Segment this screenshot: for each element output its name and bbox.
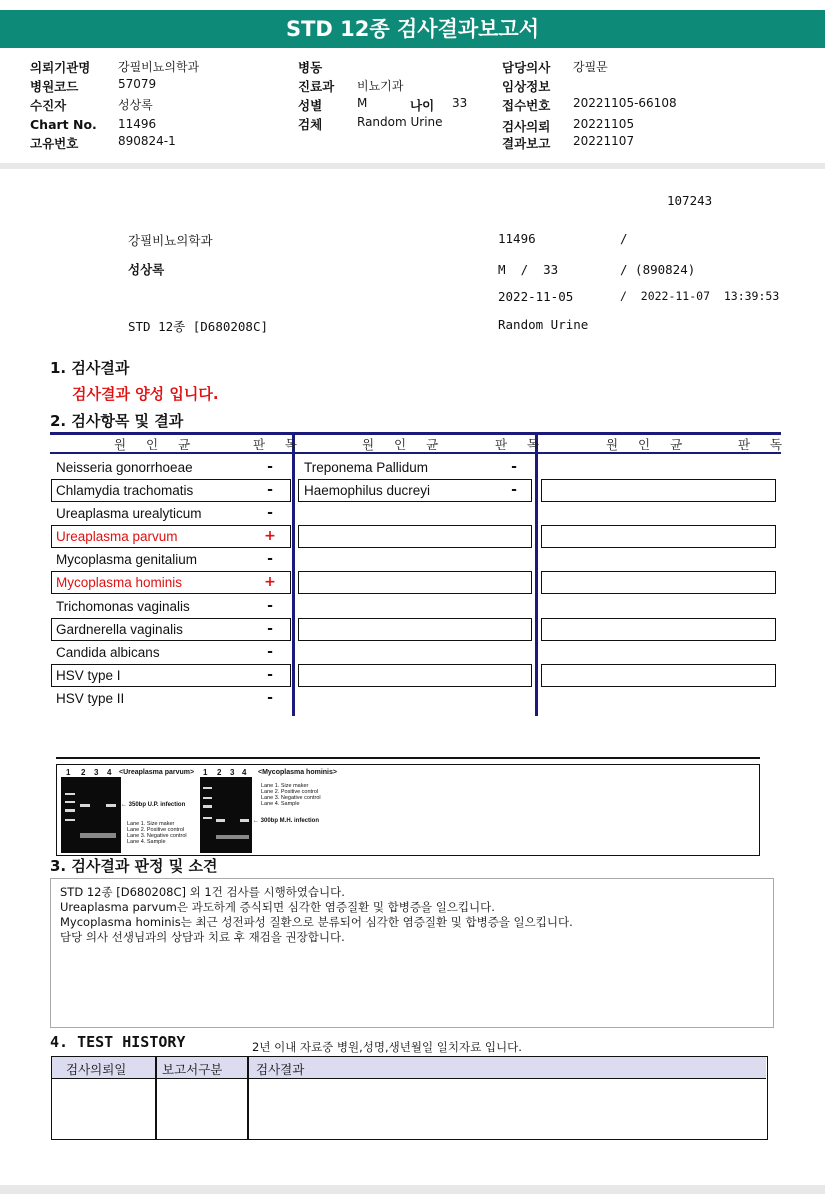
pathogen-result: - [511,459,517,475]
summary-slash: / [620,231,628,246]
history-col-divider [247,1057,249,1139]
gel-up-legend: Lane 2. Positive control [127,827,185,833]
summary-specimen: Random Urine [498,317,589,332]
value-receipt-no: 20221105-66108 [573,96,677,110]
value-age: 33 [452,96,468,110]
gel-up [61,777,121,853]
pathogen-result: - [267,621,273,637]
lane-label: 2 [81,768,86,777]
gel-band [203,787,212,789]
pathogen-result: - [267,459,273,475]
gel-band [216,819,225,822]
gel-band [65,819,75,821]
label-hospital-code: 병원코드 [30,79,79,94]
lane-label: 1 [203,768,208,777]
value-patient: 성상록 [118,98,153,112]
pathogen-name: Haemophilus ducreyi [304,483,431,498]
label-chart-no: Chart No. [30,117,97,132]
opinion-line: STD 12종 [D680208C] 외 1건 검사를 시행하였습니다. [60,885,345,899]
gel-up-legend: Lane 1. Size maker [127,821,175,827]
pathogen-result: - [267,482,273,498]
gel-rule [56,757,760,759]
pathogen-result: - [267,644,273,660]
gel-mh-title: <Mycoplasma hominis> [258,769,337,776]
report-number: 107243 [667,193,713,208]
section4-note: 2년 이내 자료중 병원,성명,생년월일 일치자료 입니다. [252,1040,522,1054]
label-dept: 진료과 [298,79,335,94]
gel-band [203,817,212,819]
section1-result: 검사결과 양성 입니다. [72,385,219,403]
gel-up-legend: Lane 3. Negative control [127,833,187,839]
row-box [298,571,532,594]
pathogen-name: Gardnerella vaginalis [56,622,183,637]
lane-label: 2 [217,768,222,777]
lane-label: 3 [230,768,235,777]
history-header-row [52,1057,766,1079]
pathogen-name: Candida albicans [56,645,160,660]
label-doctor: 담당의사 [502,60,551,75]
pathogen-result: - [267,551,273,567]
pathogen-name-positive: Ureaplasma parvum [56,529,178,544]
gel-band [65,801,75,803]
summary-patient-name: 성상록 [128,262,165,277]
summary-request-date: 2022-11-05 [498,289,574,304]
value-unique-id: 890824-1 [118,134,176,148]
gel-image-frame [56,764,760,856]
opinion-line: Ureaplasma parvum은 과도하게 증식되면 심각한 염증질환 및 합병증을 일으킵니다. [60,900,495,914]
pathogen-name: Chlamydia trachomatis [56,483,194,498]
value-doctor: 강필문 [573,60,608,74]
report-title: STD 12종 검사결과보고서 [0,10,825,48]
gel-up-legend: Lane 4. Sample [127,839,166,845]
value-request-date: 20221105 [573,117,635,131]
label-clinical-info: 임상정보 [502,79,551,94]
summary-sex-age: M / 33 [498,262,559,277]
pathogen-result: - [267,667,273,683]
value-requester: 강필비뇨의학과 [118,60,200,74]
opinion-line: Mycoplasma hominis는 최근 성전파성 질환으로 분류되어 심각한 염증질환 및 합병증을 일으킵니다. [60,915,573,929]
label-receipt-no: 접수번호 [502,98,551,113]
history-col-report-type: 보고서구분 [162,1062,223,1077]
label-report-date: 결과보고 [502,136,551,151]
gel-band [203,805,212,808]
col2-judge-header: 판 독 [495,437,548,452]
row-box [298,664,532,687]
value-hospital-code: 57079 [118,77,157,91]
summary-chart: 11496 [498,231,536,246]
pathogen-result: - [267,505,273,521]
gel-band [106,804,116,807]
col1-org-header: 원 인 균 [114,437,199,452]
summary-clinic: 강필비뇨의학과 [128,233,213,248]
pathogen-name: Neisseria gonorrhoeae [56,460,193,475]
label-ward: 병동 [298,60,323,75]
history-table [51,1056,768,1140]
table-divider-2 [535,435,538,716]
summary-report-datetime: / 2022-11-07 13:39:53 [620,289,780,303]
row-box [541,571,776,594]
gel-mh-legend: Lane 2. Positive control [261,789,319,795]
value-specimen: Random Urine [357,115,443,129]
label-patient: 수진자 [30,98,67,113]
col3-judge-header: 판 독 [738,437,791,452]
summary-birth: / (890824) [620,262,696,277]
label-request-date: 검사의뢰 [502,119,551,134]
label-specimen: 검체 [298,117,323,132]
label-requester: 의뢰기관명 [30,60,91,75]
col3-org-header: 원 인 균 [606,437,691,452]
gel-band [216,835,249,839]
section4-heading: 4. TEST HISTORY [50,1033,186,1051]
pathogen-name: HSV type I [56,668,121,683]
pathogen-result: - [267,598,273,614]
gel-mh-legend: Lane 1. Size maker [261,783,309,789]
pathogen-name: HSV type II [56,691,125,706]
history-col-result: 검사결과 [256,1062,305,1077]
gel-mh-legend: Lane 3. Negative control [261,795,321,801]
pathogen-name: Treponema Pallidum [304,460,429,475]
row-box [298,525,532,548]
gel-band [65,793,75,795]
value-chart-no: 11496 [118,117,157,131]
label-sex: 성별 [298,98,323,113]
opinion-box [50,878,774,1028]
section2-heading: 2. 검사항목 및 결과 [50,412,184,430]
pathogen-name: Ureaplasma urealyticum [56,506,202,521]
gel-band [203,797,212,799]
lane-label: 4 [107,768,112,777]
history-col-request-date: 검사의뢰일 [66,1062,127,1077]
row-box [541,525,776,548]
row-box [541,664,776,687]
opinion-line: 담당 의사 선생님과의 상담과 치료 후 재검을 권장합니다. [60,930,345,944]
value-report-date: 20221107 [573,134,635,148]
gel-band [80,833,116,838]
footer-separator [0,1185,825,1194]
lane-label: 1 [66,768,71,777]
section3-heading: 3. 검사결과 판정 및 소견 [50,857,218,875]
row-box [541,479,776,502]
pathogen-result-positive: + [264,528,276,544]
section1-heading: 1. 검사결과 [50,359,130,377]
summary-test-name: STD 12종 [D680208C] [128,319,269,334]
gel-mh-legend: Lane 4. Sample [261,801,300,807]
history-col-divider [155,1057,157,1139]
gel-mh [200,777,252,853]
pathogen-name: Trichomonas vaginalis [56,599,190,614]
col2-org-header: 원 인 균 [362,437,447,452]
gel-band [240,819,249,822]
pathogen-result: - [267,690,273,706]
header-separator [0,163,825,169]
value-dept: 비뇨기과 [357,79,404,93]
gel-band [65,809,75,812]
gel-mh-band-label: ← 300bp M.H. infection [253,818,320,824]
value-sex: M [357,96,368,110]
lane-label: 4 [242,768,247,777]
col1-judge-header: 판 독 [253,437,306,452]
gel-band [80,804,90,807]
row-box [541,618,776,641]
pathogen-result: - [511,482,517,498]
lane-label: 3 [94,768,99,777]
label-unique-id: 고유번호 [30,136,79,151]
table-divider-1 [292,435,295,716]
pathogen-result-positive: + [264,574,276,590]
pathogen-name: Mycoplasma genitalium [56,552,198,567]
row-box [298,618,532,641]
gel-up-band-label: ← 350bp U.P. infection [121,802,186,808]
pathogen-name-positive: Mycoplasma hominis [56,575,183,590]
gel-up-title: <Ureaplasma parvum> [119,769,195,776]
label-age: 나이 [410,98,435,113]
